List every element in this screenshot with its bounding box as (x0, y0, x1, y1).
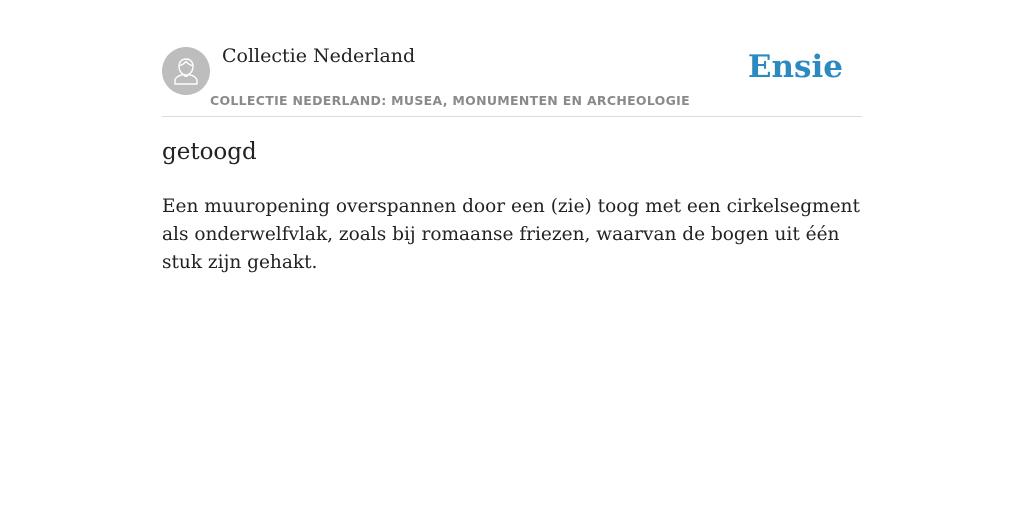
source-label[interactable]: COLLECTIE NEDERLAND: MUSEA, MONUMENTEN EN ARCHEOLOGIE (210, 93, 690, 108)
entry-term: getoogd (162, 139, 257, 165)
entry-definition: Een muuropening overspannen door een (zie) toog met een cirkelsegment als onderwelfvlak, zoals bij romaanse friezen, waarvan de bogen uit één stuk zijn gehakt. (162, 196, 860, 273)
user-silhouette-icon (162, 47, 210, 95)
entry-header (162, 0, 862, 117)
avatar[interactable] (162, 47, 210, 95)
author-name[interactable]: Collectie Nederland (222, 45, 416, 67)
ensie-logo[interactable]: Ensie (747, 49, 843, 85)
entry-card (162, 0, 862, 273)
